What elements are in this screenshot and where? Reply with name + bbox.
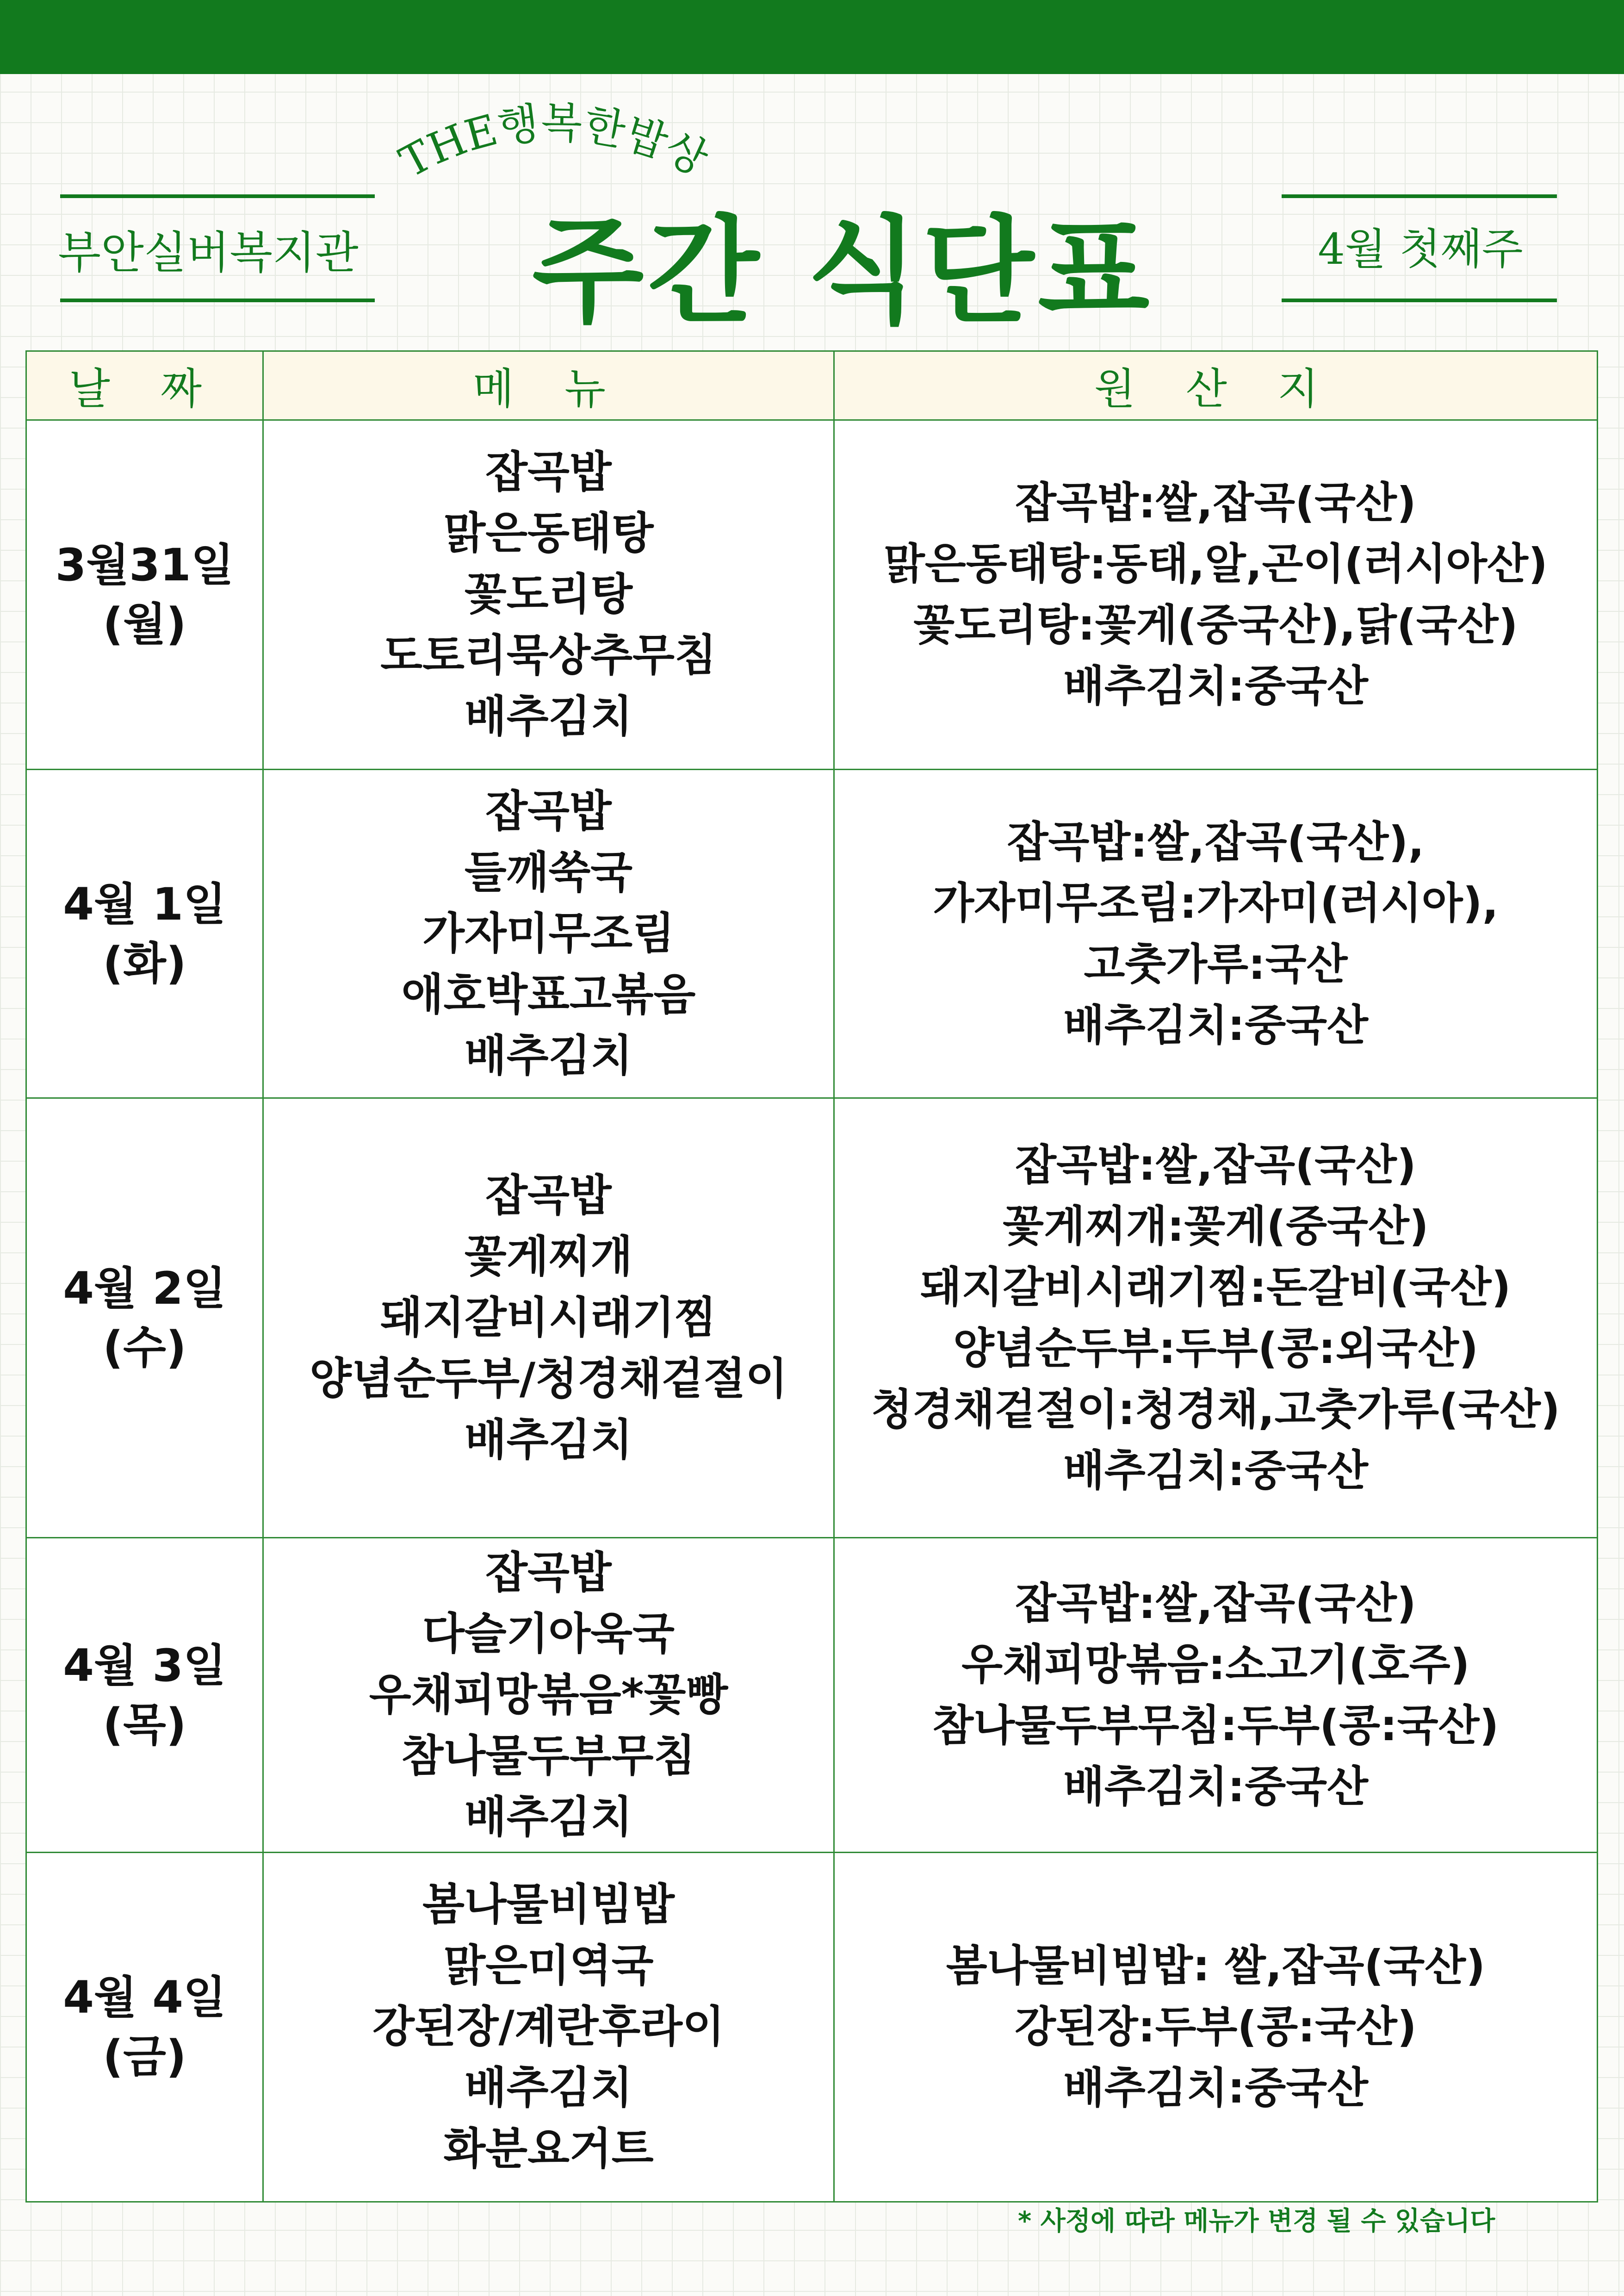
- weekday-text: (목): [103, 1699, 186, 1751]
- menu-item: 양념순두부/청경채겉절이: [309, 1353, 788, 1404]
- origin-cell: [834, 1098, 1598, 1538]
- header-date: 날 짜: [26, 351, 263, 420]
- origin-cell: [834, 770, 1598, 1098]
- arc-subtitle-text: THE행복한밥상: [392, 98, 715, 187]
- menu-item: 맑은미역국: [443, 1941, 654, 1991]
- menu-cell: [263, 1538, 834, 1853]
- origin-item: 잡곡밥:쌀,잡곡(국산): [1015, 478, 1416, 528]
- left-bottom-rule: [60, 299, 375, 302]
- date-text: 4월 2일: [63, 1262, 226, 1314]
- svg-text:THE행복한밥상: [392, 98, 715, 187]
- menu-item: 가자미무조림: [422, 908, 675, 959]
- menu-item: 배추김치: [464, 2063, 633, 2113]
- menu-item: 강된장/계란후라이: [372, 2002, 725, 2052]
- header-menu: 메 뉴: [263, 351, 834, 420]
- origin-cell: [834, 1853, 1598, 2202]
- date-text: 3월31일: [55, 539, 234, 591]
- menu-item: 도토리묵상추무침: [380, 630, 717, 681]
- date-cell: [26, 420, 263, 770]
- origin-item: 잡곡밥:쌀,잡곡(국산): [1015, 1140, 1416, 1190]
- right-top-rule: [1282, 194, 1557, 198]
- weekday-text: (금): [103, 2031, 186, 2083]
- origin-item: 돼지갈비시래기찜:돈갈비(국산): [920, 1262, 1511, 1312]
- origin-item: 양념순두부:두부(콩:외국산): [953, 1323, 1479, 1373]
- origin-item: 우채피망볶음:소고기(호주): [961, 1639, 1470, 1689]
- organization-name: 부안실버복지관: [58, 227, 359, 279]
- origin-item: 참나물두부무침:두부(콩:국산): [932, 1700, 1499, 1750]
- menu-item: 배추김치: [464, 1030, 633, 1081]
- origin-item: 배추김치:중국산: [1063, 1445, 1368, 1495]
- origin-item: 봄나물비빔밥: 쌀,잡곡(국산): [946, 1941, 1486, 1991]
- menu-cell: [263, 770, 834, 1098]
- origin-item: 맑은동태탕:동태,알,곤이(러시아산): [884, 539, 1548, 589]
- table-row: [26, 1098, 1598, 1538]
- top-banner-bar: [0, 0, 1624, 74]
- date-cell: [26, 1853, 263, 2202]
- origin-item: 강된장:두부(콩:국산): [1015, 2002, 1417, 2052]
- menu-item: 배추김치: [464, 1414, 633, 1465]
- date-text: 4월 3일: [63, 1639, 226, 1692]
- menu-item: 참나물두부무침: [401, 1730, 696, 1781]
- menu-item: 잡곡밥: [485, 1547, 612, 1598]
- menu-cell: [263, 1098, 834, 1538]
- menu-item: 배추김치: [464, 691, 633, 742]
- origin-item: 꽃게찌개:꽃게(중국산): [1003, 1201, 1429, 1251]
- meal-table: [25, 350, 1598, 2203]
- date-text: 4월 4일: [63, 1972, 226, 2023]
- date-cell: [26, 1538, 263, 1853]
- weekday-text: (월): [103, 598, 186, 650]
- origin-item: 잡곡밥:쌀,잡곡(국산),: [1007, 817, 1425, 867]
- menu-cell: [263, 1853, 834, 2202]
- week-label: 4월 첫째주: [1318, 224, 1523, 274]
- menu-item: 맑은동태탕: [443, 508, 654, 559]
- menu-item: 배추김치: [464, 1792, 633, 1842]
- menu-item: 잡곡밥: [485, 1170, 612, 1221]
- origin-item: 청경채겉절이:청경채,고춧가루(국산): [871, 1384, 1560, 1434]
- origin-item: 꽃도리탕:꽃게(중국산),닭(국산): [913, 600, 1518, 650]
- menu-item: 화분요거트: [443, 2124, 654, 2174]
- origin-item: 배추김치:중국산: [1063, 1000, 1368, 1050]
- menu-item: 다슬기아욱국: [422, 1608, 675, 1659]
- header-origin: 원 산 지: [834, 351, 1598, 420]
- right-bottom-rule: [1282, 299, 1557, 302]
- origin-item: 잡곡밥:쌀,잡곡(국산): [1015, 1578, 1416, 1628]
- table-row: [26, 1538, 1598, 1853]
- origin-item: 고춧가루:국산: [1084, 939, 1348, 989]
- menu-item: 봄나물비빔밥: [422, 1879, 675, 1930]
- origin-item: 배추김치:중국산: [1063, 1761, 1368, 1811]
- weekday-text: (화): [103, 937, 186, 989]
- weekday-text: (수): [103, 1321, 186, 1374]
- origin-item: 가자미무조림:가자미(러시아),: [933, 878, 1499, 928]
- menu-item: 잡곡밥: [485, 786, 612, 837]
- left-top-rule: [60, 194, 375, 198]
- menu-item: 애호박표고볶음: [401, 969, 696, 1020]
- page-title: 주간 식단표: [532, 204, 1153, 339]
- origin-cell: [834, 1538, 1598, 1853]
- table-row: [26, 770, 1598, 1098]
- table-header-row: [26, 351, 1598, 420]
- origin-cell: [834, 420, 1598, 770]
- table-row: [26, 420, 1598, 770]
- table-row: [26, 1853, 1598, 2202]
- menu-item: 꽃게찌개: [464, 1231, 633, 1282]
- date-text: 4월 1일: [63, 878, 226, 930]
- menu-cell: [263, 420, 834, 770]
- date-cell: [26, 1098, 263, 1538]
- menu-item: 잡곡밥: [485, 447, 612, 498]
- origin-item: 배추김치:중국산: [1063, 2063, 1368, 2113]
- menu-item: 우채피망볶음*꽃빵: [369, 1669, 728, 1720]
- date-cell: [26, 770, 263, 1098]
- origin-item: 배추김치:중국산: [1063, 661, 1368, 711]
- menu-item: 들깨쑥국: [464, 847, 633, 898]
- footnote: * 사정에 따라 메뉴가 변경 될 수 있습니다: [1018, 2206, 1495, 2236]
- menu-item: 꽃도리탕: [464, 569, 633, 620]
- menu-item: 돼지갈비시래기찜: [380, 1292, 717, 1343]
